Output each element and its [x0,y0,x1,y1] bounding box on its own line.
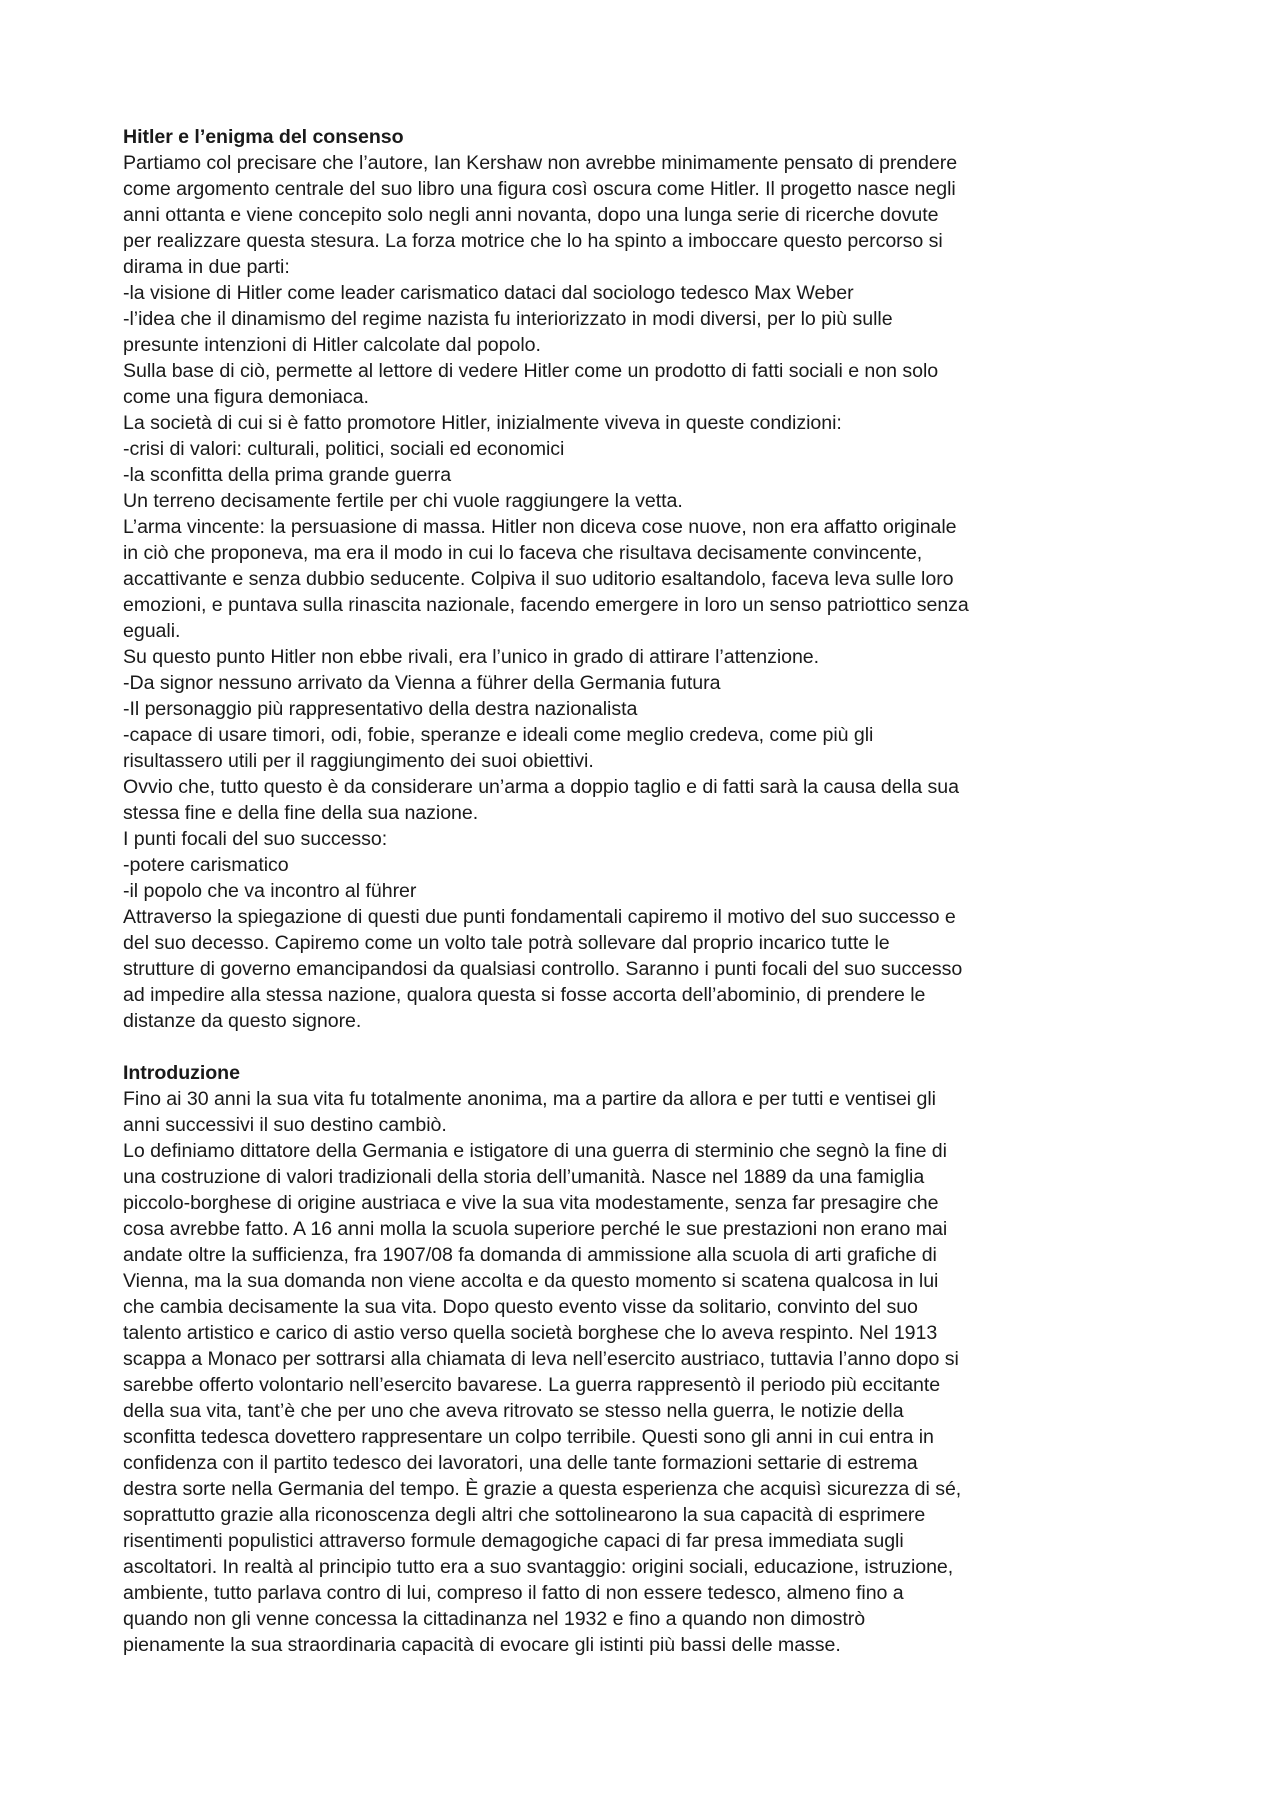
text-line: anni successivi il suo destino cambiò. [123,1114,447,1136]
section-hitler-consenso [123,124,1183,1034]
text-line: andate oltre la sufficienza, fra 1907/08 fa domanda di ammissione alla scuola di arti grafiche di [123,1244,937,1266]
text-line: della sua vita, tant’è che per uno che aveva ritrovato se stesso nella guerra, le notizie della [123,1400,904,1422]
section-body [123,150,1183,1034]
text-line: una costruzione di valori tradizionali della storia dell’umanità. Nasce nel 1889 da una famiglia [123,1166,925,1188]
section-body [123,1086,1183,1658]
text-line: Un terreno decisamente fertile per chi vuole raggiungere la vetta. [123,490,683,512]
text-line: talento artistico e carico di astio verso quella società borghese che lo aveva respinto. Nel 1913 [123,1322,938,1344]
text-line: I punti focali del suo successo: [123,828,388,850]
text-line: in ciò che proponeva, ma era il modo in cui lo faceva che risultava decisamente convincente, [123,542,923,564]
text-line: sconfitta tedesca dovettero rappresentare un colpo terribile. Questi sono gli anni in cui entra in [123,1426,934,1448]
text-line: -Il personaggio più rappresentativo della destra nazionalista [123,698,638,720]
text-line: scappa a Monaco per sottrarsi alla chiamata di leva nell’esercito austriaco, tuttavia l’anno dopo si [123,1348,959,1370]
text-line: ad impedire alla stessa nazione, qualora questa si fosse accorta dell’abominio, di prendere le [123,984,926,1006]
section-spacer [123,1034,1183,1060]
text-line: -Da signor nessuno arrivato da Vienna a führer della Germania futura [123,672,721,694]
text-line: come argomento centrale del suo libro una figura così oscura come Hitler. Il progetto nasce negli [123,178,956,200]
text-line: confidenza con il partito tedesco dei lavoratori, una delle tante formazioni settarie di estrema [123,1452,918,1474]
text-line: stessa fine e della fine della sua nazione. [123,802,479,824]
text-line: Ovvio che, tutto questo è da considerare un’arma a doppio taglio e di fatti sarà la causa della sua [123,776,959,798]
text-line: -il popolo che va incontro al führer [123,880,417,902]
text-line: La società di cui si è fatto promotore Hitler, inizialmente viveva in queste condizioni: [123,412,842,434]
text-line: -capace di usare timori, odi, fobie, speranze e ideali come meglio credeva, come più gli [123,724,874,746]
text-line: dirama in due parti: [123,256,290,278]
text-line: anni ottanta e viene concepito solo negli anni novanta, dopo una lunga serie di ricerche dovute [123,204,939,226]
text-line: -la sconfitta della prima grande guerra [123,464,452,486]
text-line: come una figura demoniaca. [123,386,369,408]
text-line: destra sorte nella Germania del tempo. È grazie a questa esperienza che acquisì sicurezza di sé, [123,1478,962,1500]
section-introduzione [123,1060,1183,1658]
text-line: Partiamo col precisare che l’autore, Ian Kershaw non avrebbe minimamente pensato di prendere [123,152,958,174]
text-line: che cambia decisamente la sua vita. Dopo questo evento visse da solitario, convinto del suo [123,1296,918,1318]
text-line: ambiente, tutto parlava contro di lui, compreso il fatto di non essere tedesco, almeno fino a [123,1582,904,1604]
text-line: -crisi di valori: culturali, politici, sociali ed economici [123,438,565,460]
text-line: Lo definiamo dittatore della Germania e istigatore di una guerra di sterminio che segnò la fine di [123,1140,947,1162]
section-title: Hitler e l’enigma del consenso [123,126,404,148]
text-line: strutture di governo emancipandosi da qualsiasi controllo. Saranno i punti focali del suo successo [123,958,963,980]
text-line: Attraverso la spiegazione di questi due punti fondamentali capiremo il motivo del suo successo e [123,906,956,928]
text-line: risentimenti populistici attraverso formule demagogiche capaci di far presa immediata sugli [123,1530,904,1552]
text-line: sarebbe offerto volontario nell’esercito bavarese. La guerra rappresentò il periodo più eccitante [123,1374,941,1396]
text-line: -la visione di Hitler come leader carismatico dataci dal sociologo tedesco Max Weber [123,282,854,304]
text-line: -potere carismatico [123,854,289,876]
text-line: piccolo-borghese di origine austriaca e vive la sua vita modestamente, senza far presagire che [123,1192,939,1214]
document-page [123,124,1183,1658]
text-line: Sulla base di ciò, permette al lettore di vedere Hitler come un prodotto di fatti sociali e non solo [123,360,939,382]
text-line: presunte intenzioni di Hitler calcolate dal popolo. [123,334,541,356]
text-line: per realizzare questa stesura. La forza motrice che lo ha spinto a imboccare questo percorso si [123,230,943,252]
text-line: accattivante e senza dubbio seducente. Colpiva il suo uditorio esaltandolo, faceva leva sulle loro [123,568,954,590]
text-line: risultassero utili per il raggiungimento dei suoi obiettivi. [123,750,594,772]
text-line: quando non gli venne concessa la cittadinanza nel 1932 e fino a quando non dimostrò [123,1608,866,1630]
text-line: cosa avrebbe fatto. A 16 anni molla la scuola superiore perché le sue prestazioni non erano mai [123,1218,948,1240]
text-line: L’arma vincente: la persuasione di massa. Hitler non diceva cose nuove, non era affatto originale [123,516,957,538]
section-title: Introduzione [123,1062,240,1084]
text-line: Vienna, ma la sua domanda non viene accolta e da questo momento si scatena qualcosa in lui [123,1270,939,1292]
text-line: distanze da questo signore. [123,1010,362,1032]
text-line: Su questo punto Hitler non ebbe rivali, era l’unico in grado di attirare l’attenzione. [123,646,820,668]
text-line: del suo decesso. Capiremo come un volto tale potrà sollevare dal proprio incarico tutte le [123,932,890,954]
text-line: -l’idea che il dinamismo del regime nazista fu interiorizzato in modi diversi, per lo più sulle [123,308,893,330]
text-line: ascoltatori. In realtà al principio tutto era a suo svantaggio: origini sociali, educazione, istruzione, [123,1556,954,1578]
text-line: pienamente la sua straordinaria capacità di evocare gli istinti più bassi delle masse. [123,1634,841,1656]
text-line: Fino ai 30 anni la sua vita fu totalmente anonima, ma a partire da allora e per tutti e ventisei gli [123,1088,936,1110]
text-line: soprattutto grazie alla riconoscenza degli altri che sottolinearono la sua capacità di esprimere [123,1504,926,1526]
text-line: eguali. [123,620,181,642]
text-line: emozioni, e puntava sulla rinascita nazionale, facendo emergere in loro un senso patriottico senza [123,594,969,616]
